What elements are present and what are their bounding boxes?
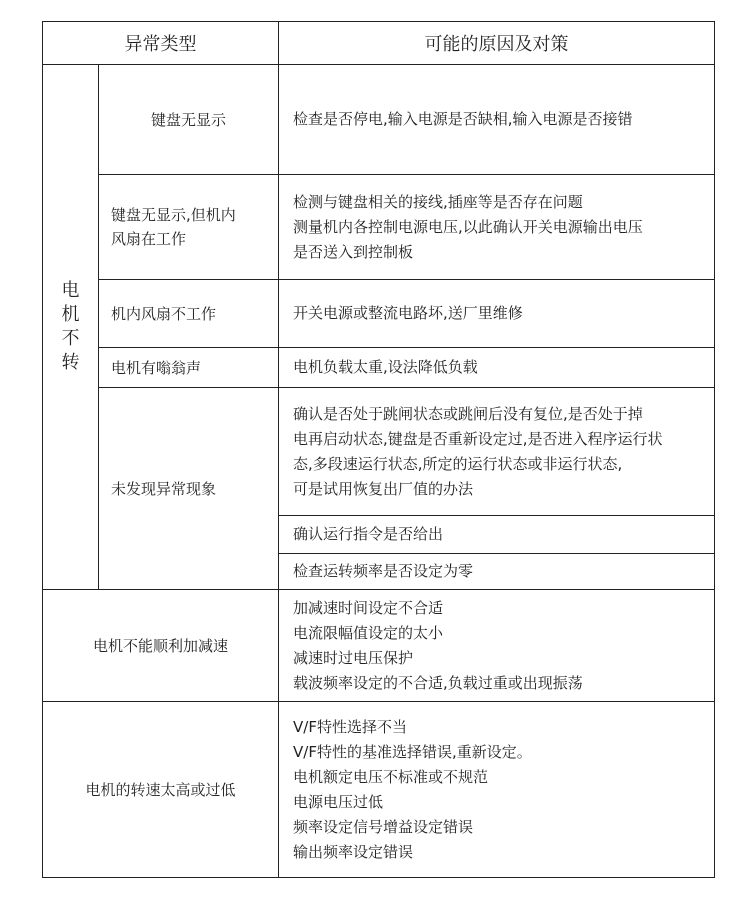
category-char: 机 xyxy=(61,304,80,325)
category-accel-decel: 电机不能顺利加减速 xyxy=(43,590,279,702)
cause-line: 态,多段速运行状态,所定的运行状态或非运行状态, xyxy=(293,454,623,473)
table-row xyxy=(43,65,715,175)
cause-cell xyxy=(279,348,715,388)
cause-line: 输出频率设定错误 xyxy=(293,842,414,861)
category-motor-not-running xyxy=(43,65,99,590)
cause-line: 是否送入到控制板 xyxy=(293,242,414,261)
cause-line: 检测与键盘相关的接线,插座等是否存在问题 xyxy=(293,192,583,211)
cause-line: 电机负载太重,设法降低负载 xyxy=(293,358,478,376)
cause-line: 频率设定信号增益设定错误 xyxy=(293,817,474,836)
cause-line: V/F特性选择不当 xyxy=(293,717,407,736)
cause-line: V/F特性的基准选择错误,重新设定。 xyxy=(293,742,532,761)
cause-cell xyxy=(279,554,715,590)
table-row xyxy=(43,388,715,516)
cause-cell xyxy=(279,65,715,175)
symptom-cell: 机内风扇不工作 xyxy=(99,280,279,348)
table-row xyxy=(43,175,715,280)
cause-cell xyxy=(279,702,715,878)
cause-line: 电源电压过低 xyxy=(293,792,384,811)
category-char: 不 xyxy=(61,328,80,349)
fault-diagnosis-table xyxy=(42,21,715,878)
cause-line: 电流限幅值设定的太小 xyxy=(293,623,444,642)
table-row xyxy=(43,590,715,702)
cause-line: 确认是否处于跳闸状态或跳闸后没有复位,是否处于掉 xyxy=(293,404,643,423)
cause-line: 电再启动状态,键盘是否重新设定过,是否进入程序运行状 xyxy=(293,429,663,448)
cause-line: 确认运行指令是否给出 xyxy=(293,525,444,543)
cause-line: 测量机内各控制电源电压,以此确认开关电源输出电压 xyxy=(293,217,643,236)
cause-line: 减速时过电压保护 xyxy=(293,648,414,667)
cause-line: 检查运转频率是否设定为零 xyxy=(293,562,474,580)
cause-line: 可是试用恢复出厂值的办法 xyxy=(293,479,474,498)
category-speed: 电机的转速太高或过低 xyxy=(43,702,279,878)
cause-cell xyxy=(279,175,715,280)
cause-cell xyxy=(279,516,715,554)
category-char: 转 xyxy=(61,352,80,373)
cause-line: 检查是否停电,输入电源是否缺相,输入电源是否接错 xyxy=(293,110,633,128)
header-type: 异常类型 xyxy=(43,22,279,65)
table-row xyxy=(43,280,715,348)
cause-line: 载波频率设定的不合适,负载过重或出现振荡 xyxy=(293,673,583,692)
cause-line: 加减速时间设定不合适 xyxy=(293,598,444,617)
header-cause: 可能的原因及对策 xyxy=(279,22,715,65)
cause-line: 电机额定电压不标准或不规范 xyxy=(293,767,489,786)
symptom-cell: 键盘无显示 xyxy=(99,65,279,175)
header-row xyxy=(43,22,715,65)
symptom-cell: 键盘无显示,但机内 风扇在工作 xyxy=(99,175,279,280)
category-char: 电 xyxy=(61,280,80,301)
symptom-cell: 未发现异常现象 xyxy=(99,388,279,590)
cause-cell xyxy=(279,388,715,516)
table-row xyxy=(43,348,715,388)
cause-cell xyxy=(279,590,715,702)
cause-cell xyxy=(279,280,715,348)
cause-line: 开关电源或整流电路坏,送厂里维修 xyxy=(293,304,523,322)
table-row xyxy=(43,702,715,878)
symptom-cell: 电机有嗡翁声 xyxy=(99,348,279,388)
